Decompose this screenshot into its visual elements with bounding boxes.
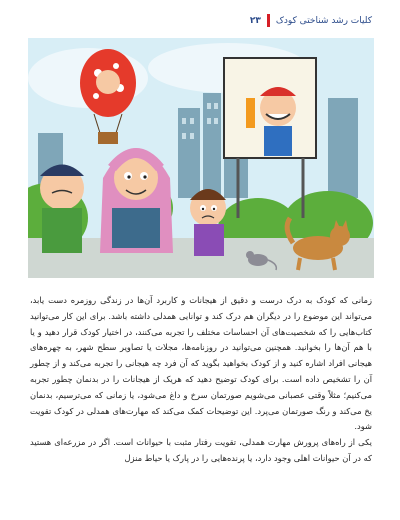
body-paragraph: زمانی که کودک به درک درست و دقیق از هیجانات و کاربرد آن‌ها در زندگی روزمره دست یابد، می‌تواند این موضوع را در دیگران هم درک کند و توانایی همدلی داشته باشد. برای این کار می‌توانید کتاب‌هایی را که شخصیت‌های آن احساسات مختلف را تجربه می‌کنند، در اختیار کودک قرار دهید و یا با هم آن‌ها را بخوانید. همچنین می‌توانید در روزنامه‌ها، مجلات یا تصاویر سطح شهر، به چهره‌های هیجانی افراد اشاره کنید و از کودک بخواهید بگوید که آن فرد چه هیجانی را تجربه می‌کند و از چطور آن را تشخیص داده است. برای کودک توضیح دهید که هریک از هیجانات را در بدنمان چطور تجربه می‌کنیم؛ مثلاً وقتی عصبانی می‌شویم صورتمان سرخ و داغ می‌شود، یا زمانی که می‌ترسیم، بدنمان یخ می‌کند و رنگ صورتمان می‌پرد. این توضیحات کمک می‌کند که مهارت‌های همدلی در کودک تقویت شود.: [30, 295, 372, 432]
header-divider: [267, 14, 270, 27]
woman-character: [100, 148, 173, 253]
page-header: [250, 14, 372, 27]
man-character: [40, 165, 84, 254]
page-number: ۲۳: [249, 15, 261, 26]
chapter-title: کلیات رشد شناختی کودک: [275, 15, 372, 26]
body-paragraph: یکی از راه‌های پرورش مهارت همدلی، تقویت رفتار مثبت با حیوانات است. اگر در مزرعه‌ای هستید که در آن حیوانات اهلی وجود دارد، یا پرنده‌هایی را در پارک یا حیاط منزل: [30, 437, 372, 463]
article-body: [30, 293, 372, 467]
cartoon-illustration: [28, 38, 374, 278]
